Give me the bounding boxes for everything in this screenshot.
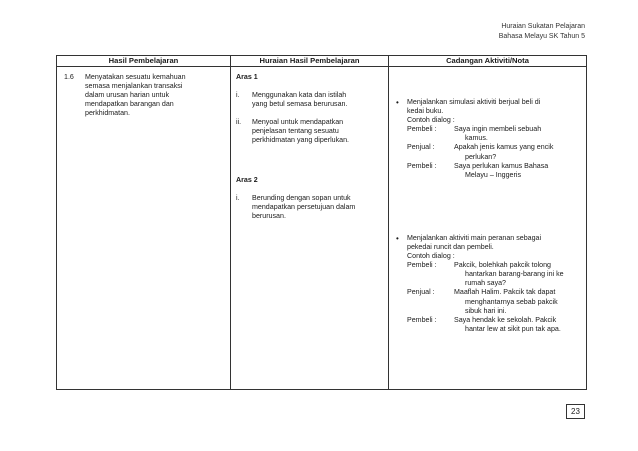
hasil-cell: [57, 67, 231, 390]
item-number: i.: [236, 91, 240, 100]
item-text: [252, 91, 384, 109]
dialog-continuation: hantar lew at sikit pun tak apa.: [465, 324, 561, 333]
column-header-hasil: Hasil Pembelajaran: [57, 56, 231, 67]
dialog-utterance: Maaflah Halim. Pakcik tak dapat: [454, 288, 556, 297]
bullet-icon: •: [396, 233, 399, 243]
item-line: mendapatkan persetujuan dalam: [252, 202, 356, 211]
dialog-speaker: Pembeli :: [407, 125, 437, 134]
dialog-continuation: sibuk hari ini.: [465, 306, 507, 315]
activity-2: [396, 234, 582, 334]
level-2-heading: Aras 2: [236, 175, 258, 184]
dialog-utterance: Apakah jenis kamus yang encik: [454, 143, 554, 152]
outcome-text: [85, 73, 203, 118]
dialog-line: [407, 125, 582, 134]
outcome-line: perkhidmatan.: [85, 109, 130, 118]
dialog-speaker: Pembeli :: [407, 261, 437, 270]
outcome-number: 1.6: [64, 73, 74, 81]
dialog-utterance: Saya hendak ke sekolah. Pakcik: [454, 315, 557, 324]
header-line-2: Bahasa Melayu SK Tahun 5: [498, 32, 585, 40]
dialog-line: [407, 316, 582, 325]
column-header-huraian: Huraian Hasil Pembelajaran: [231, 56, 389, 67]
table-body-row: [57, 67, 587, 390]
dialog-utterance: Saya ingin membeli sebuah: [454, 125, 542, 134]
document-header: [499, 22, 585, 41]
item-line: penjelasan tentang sesuatu: [252, 127, 339, 136]
dialog-utterance: Saya perlukan kamus Bahasa: [454, 161, 549, 170]
activity-line: Contoh dialog :: [407, 116, 455, 125]
item-text: [252, 118, 384, 145]
activity-line: Menjalankan simulasi aktiviti berjual beli di: [407, 98, 541, 106]
dialog-line: [407, 288, 582, 297]
bullet-icon: •: [396, 98, 399, 107]
activity-line: Contoh dialog :: [407, 252, 455, 261]
column-header-cadangan: Cadangan Aktiviti/Nota: [389, 56, 587, 67]
dialog-speaker: Penjual :: [407, 288, 435, 297]
level-2-item: [236, 194, 384, 221]
activity-1: [396, 98, 582, 180]
level-1-item: [236, 118, 384, 145]
outcome-line: mendapatkan barangan dan: [85, 100, 174, 109]
dialog-utterance: Pakcik, bolehkah pakcik tolong: [454, 261, 552, 270]
dialog-continuation: kamus.: [465, 134, 488, 143]
cadangan-cell: [389, 67, 587, 390]
dialog-continuation: rumah saya?: [465, 279, 507, 288]
outcome-line: semasa menjalankan transaksi: [85, 82, 183, 91]
activity-line: pekedai runcit dan pembeli.: [407, 242, 494, 251]
item-number: ii.: [236, 118, 242, 127]
dialog-speaker: Penjual :: [407, 143, 435, 152]
activity-line: Menjalankan aktiviti main peranan sebagai: [407, 233, 542, 242]
dialog-speaker: Pembeli :: [407, 315, 437, 324]
huraian-cell: [231, 67, 389, 390]
dialog-continuation: Melayu – Inggeris: [465, 170, 521, 179]
level-1-item: [236, 91, 384, 109]
outcome-line: Menyatakan sesuatu kemahuan: [85, 73, 186, 81]
dialog-continuation: menghantarnya sebab pakcik: [465, 297, 558, 306]
item-line: yang betul semasa berurusan.: [252, 100, 348, 109]
item-line: perkhidmatan yang diperlukan.: [252, 136, 350, 145]
dialog-line: [407, 143, 582, 152]
item-line: berurusan.: [252, 211, 286, 220]
item-line: Menggunakan kata dan istilah: [252, 91, 347, 100]
learning-outcome: [64, 73, 226, 118]
header-line-1: Huraian Sukatan Pelajaran: [501, 23, 585, 30]
dialog-continuation: perlukan?: [465, 152, 497, 161]
item-text: [252, 194, 384, 221]
dialog-line: [407, 162, 582, 171]
dialog-continuation: hantarkan barang-barang ini ke: [465, 270, 564, 279]
item-number: i.: [236, 193, 240, 202]
item-line: Menyoal untuk mendapatkan: [252, 118, 344, 127]
syllabus-table: [56, 55, 587, 390]
outcome-line: dalam urusan harian untuk: [85, 91, 169, 100]
item-line: Berunding dengan sopan untuk: [252, 193, 351, 202]
level-1-heading: Aras 1: [236, 73, 258, 81]
activity-line: kedai buku.: [407, 107, 444, 116]
page-number: 23: [566, 404, 585, 419]
table-header-row: [57, 56, 587, 67]
dialog-line: [407, 261, 582, 270]
dialog-speaker: Pembeli :: [407, 161, 437, 170]
